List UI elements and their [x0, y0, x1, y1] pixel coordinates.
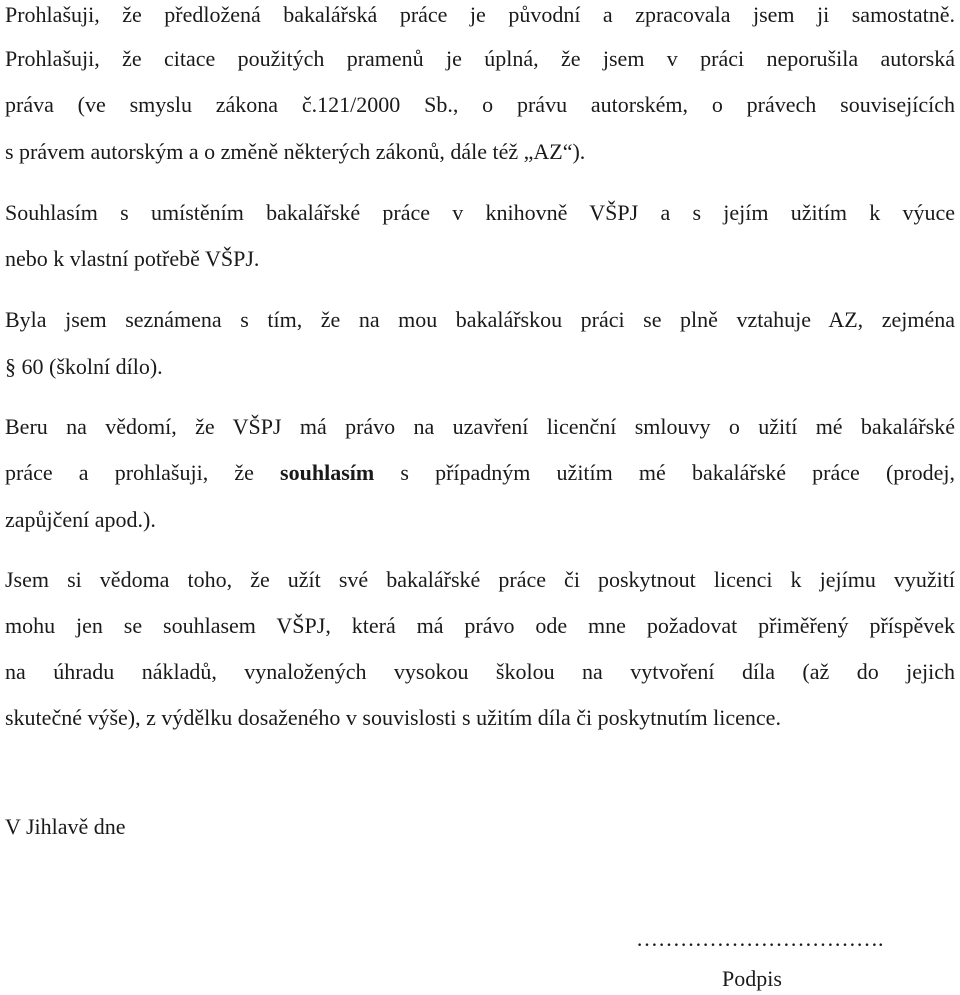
awareness-line: skutečné výše), z výdělku dosaženého v souvislosti s užitím díla či poskytnutím licence.	[5, 705, 781, 730]
awareness-line: na úhradu nákladů, vynaložených vysokou školou na vytvoření díla (až do jejich	[5, 659, 955, 684]
license-line: zapůjčení apod.).	[5, 507, 156, 532]
license-line: Beru na vědomí, že VŠPJ má právo na uzavření licenční smlouvy o užití mé bakalářské	[5, 414, 955, 439]
copyright-line: Byla jsem seznámena s tím, že na mou bakalářskou práci se plně vztahuje AZ, zejména	[5, 307, 955, 332]
copyright-line: § 60 (školní dílo).	[5, 354, 163, 379]
declaration-line: s právem autorským a o změně některých zákonů, dále též „AZ“).	[5, 139, 586, 164]
consent-line: nebo k vlastní potřebě VŠPJ.	[5, 246, 260, 271]
awareness-line: mohu jen se souhlasem VŠPJ, která má právo ode mne požadovat přiměřený příspěvek	[5, 613, 955, 638]
license-text-before: práce a prohlašuji, že	[5, 460, 281, 485]
place-date-label: V Jihlavě dne	[5, 814, 126, 839]
license-line	[5, 460, 955, 486]
declaration-line: práva (ve smyslu zákona č.121/2000 Sb., o právu autorském, o právech souvisejících	[5, 92, 955, 117]
signature-label: Podpis	[722, 966, 782, 991]
declaration-line: Prohlašuji, že citace použitých pramenů je úplná, že jsem v práci neporušila autorská	[5, 46, 955, 71]
license-text-after: s případným užitím mé bakalářské práce (prodej,	[374, 460, 955, 485]
awareness-line: Jsem si vědoma toho, že užít své bakalářské práce či poskytnout licenci k jejímu využití	[5, 567, 955, 592]
consent-emphasis: souhlasím	[280, 460, 375, 485]
declaration-line: Prohlašuji, že předložená bakalářská práce je původní a zpracovala jsem ji samostatně.	[5, 2, 955, 27]
signature-line: …………………………….	[636, 926, 884, 951]
consent-line: Souhlasím s umístěním bakalářské práce v knihovně VŠPJ a s jejím užitím k výuce	[5, 200, 955, 225]
